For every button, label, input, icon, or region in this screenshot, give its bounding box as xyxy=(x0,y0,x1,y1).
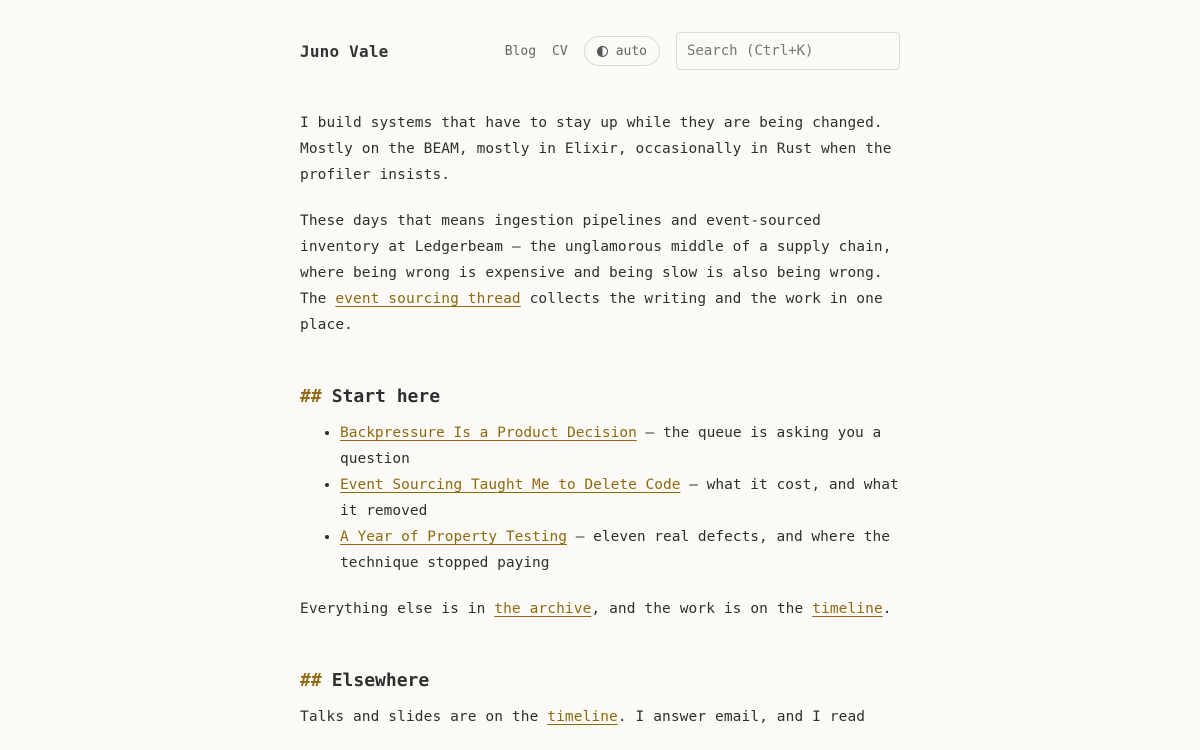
timeline-link[interactable]: timeline xyxy=(812,601,883,617)
elsewhere-text-before: Talks and slides are on the xyxy=(300,709,548,725)
post-link-property-testing[interactable]: A Year of Property Testing xyxy=(340,529,567,545)
elsewhere-text-after: . I answer email, and I read xyxy=(617,709,866,725)
elsewhere-heading-text: Elsewhere xyxy=(331,670,430,691)
intro-paragraph-1: I build systems that have to stay up while they are being changed. Mostly on the BEAM, mostly in Elixir, occasionally in Rust when the profiler insists. xyxy=(300,115,892,183)
archive-link[interactable]: the archive xyxy=(494,601,592,617)
list-item-description: — what it cost, and what it removed xyxy=(340,477,899,519)
post-link-backpressure[interactable]: Backpressure Is a Product Decision xyxy=(340,425,637,441)
intro-p2-text-before: These days that means ingestion pipelines and event-sourced inventory at Ledgerbeam — the unglamorous middle of a supply chain, where being wrong is expensive and being slow is also being wrong. The xyxy=(300,213,892,307)
intro-p2-text-after: collects the writing and the work in one place. xyxy=(300,291,883,333)
main-content xyxy=(300,70,900,730)
list-item-description: — the queue is asking you a question xyxy=(340,425,882,467)
site-title[interactable]: Juno Vale xyxy=(300,41,389,61)
list-item xyxy=(340,524,900,576)
event-sourcing-thread-link[interactable]: event sourcing thread xyxy=(335,291,521,307)
list-item-description: — eleven real defects, and where the technique stopped paying xyxy=(340,529,890,571)
theme-toggle-button[interactable] xyxy=(584,36,660,66)
intro-paragraph-2 xyxy=(300,208,900,338)
heading-hash-marker: ## xyxy=(300,386,322,407)
nav-link-cv[interactable]: CV xyxy=(552,43,568,59)
heading-hash-marker: ## xyxy=(300,670,322,691)
search-input[interactable] xyxy=(676,32,900,70)
list-item xyxy=(340,472,900,524)
start-here-heading xyxy=(300,384,900,410)
elsewhere-heading xyxy=(300,668,900,694)
main-nav xyxy=(489,32,900,70)
archive-text-after: . xyxy=(882,601,892,617)
start-here-list xyxy=(300,420,900,576)
archive-text-before: Everything else is in xyxy=(300,601,495,617)
post-link-event-sourcing[interactable]: Event Sourcing Taught Me to Delete Code xyxy=(340,477,681,493)
page xyxy=(300,0,900,730)
start-here-heading-text: Start here xyxy=(331,386,441,407)
half-circle-contrast-icon xyxy=(597,46,608,57)
nav-link-blog[interactable]: Blog xyxy=(504,43,537,59)
archive-paragraph xyxy=(300,596,900,622)
site-header xyxy=(300,32,900,70)
list-item xyxy=(340,420,900,472)
elsewhere-paragraph xyxy=(300,704,900,730)
elsewhere-timeline-link[interactable]: timeline xyxy=(547,709,618,725)
theme-toggle-label: auto xyxy=(615,43,647,59)
archive-text-middle: , and the work is on the xyxy=(591,601,813,617)
